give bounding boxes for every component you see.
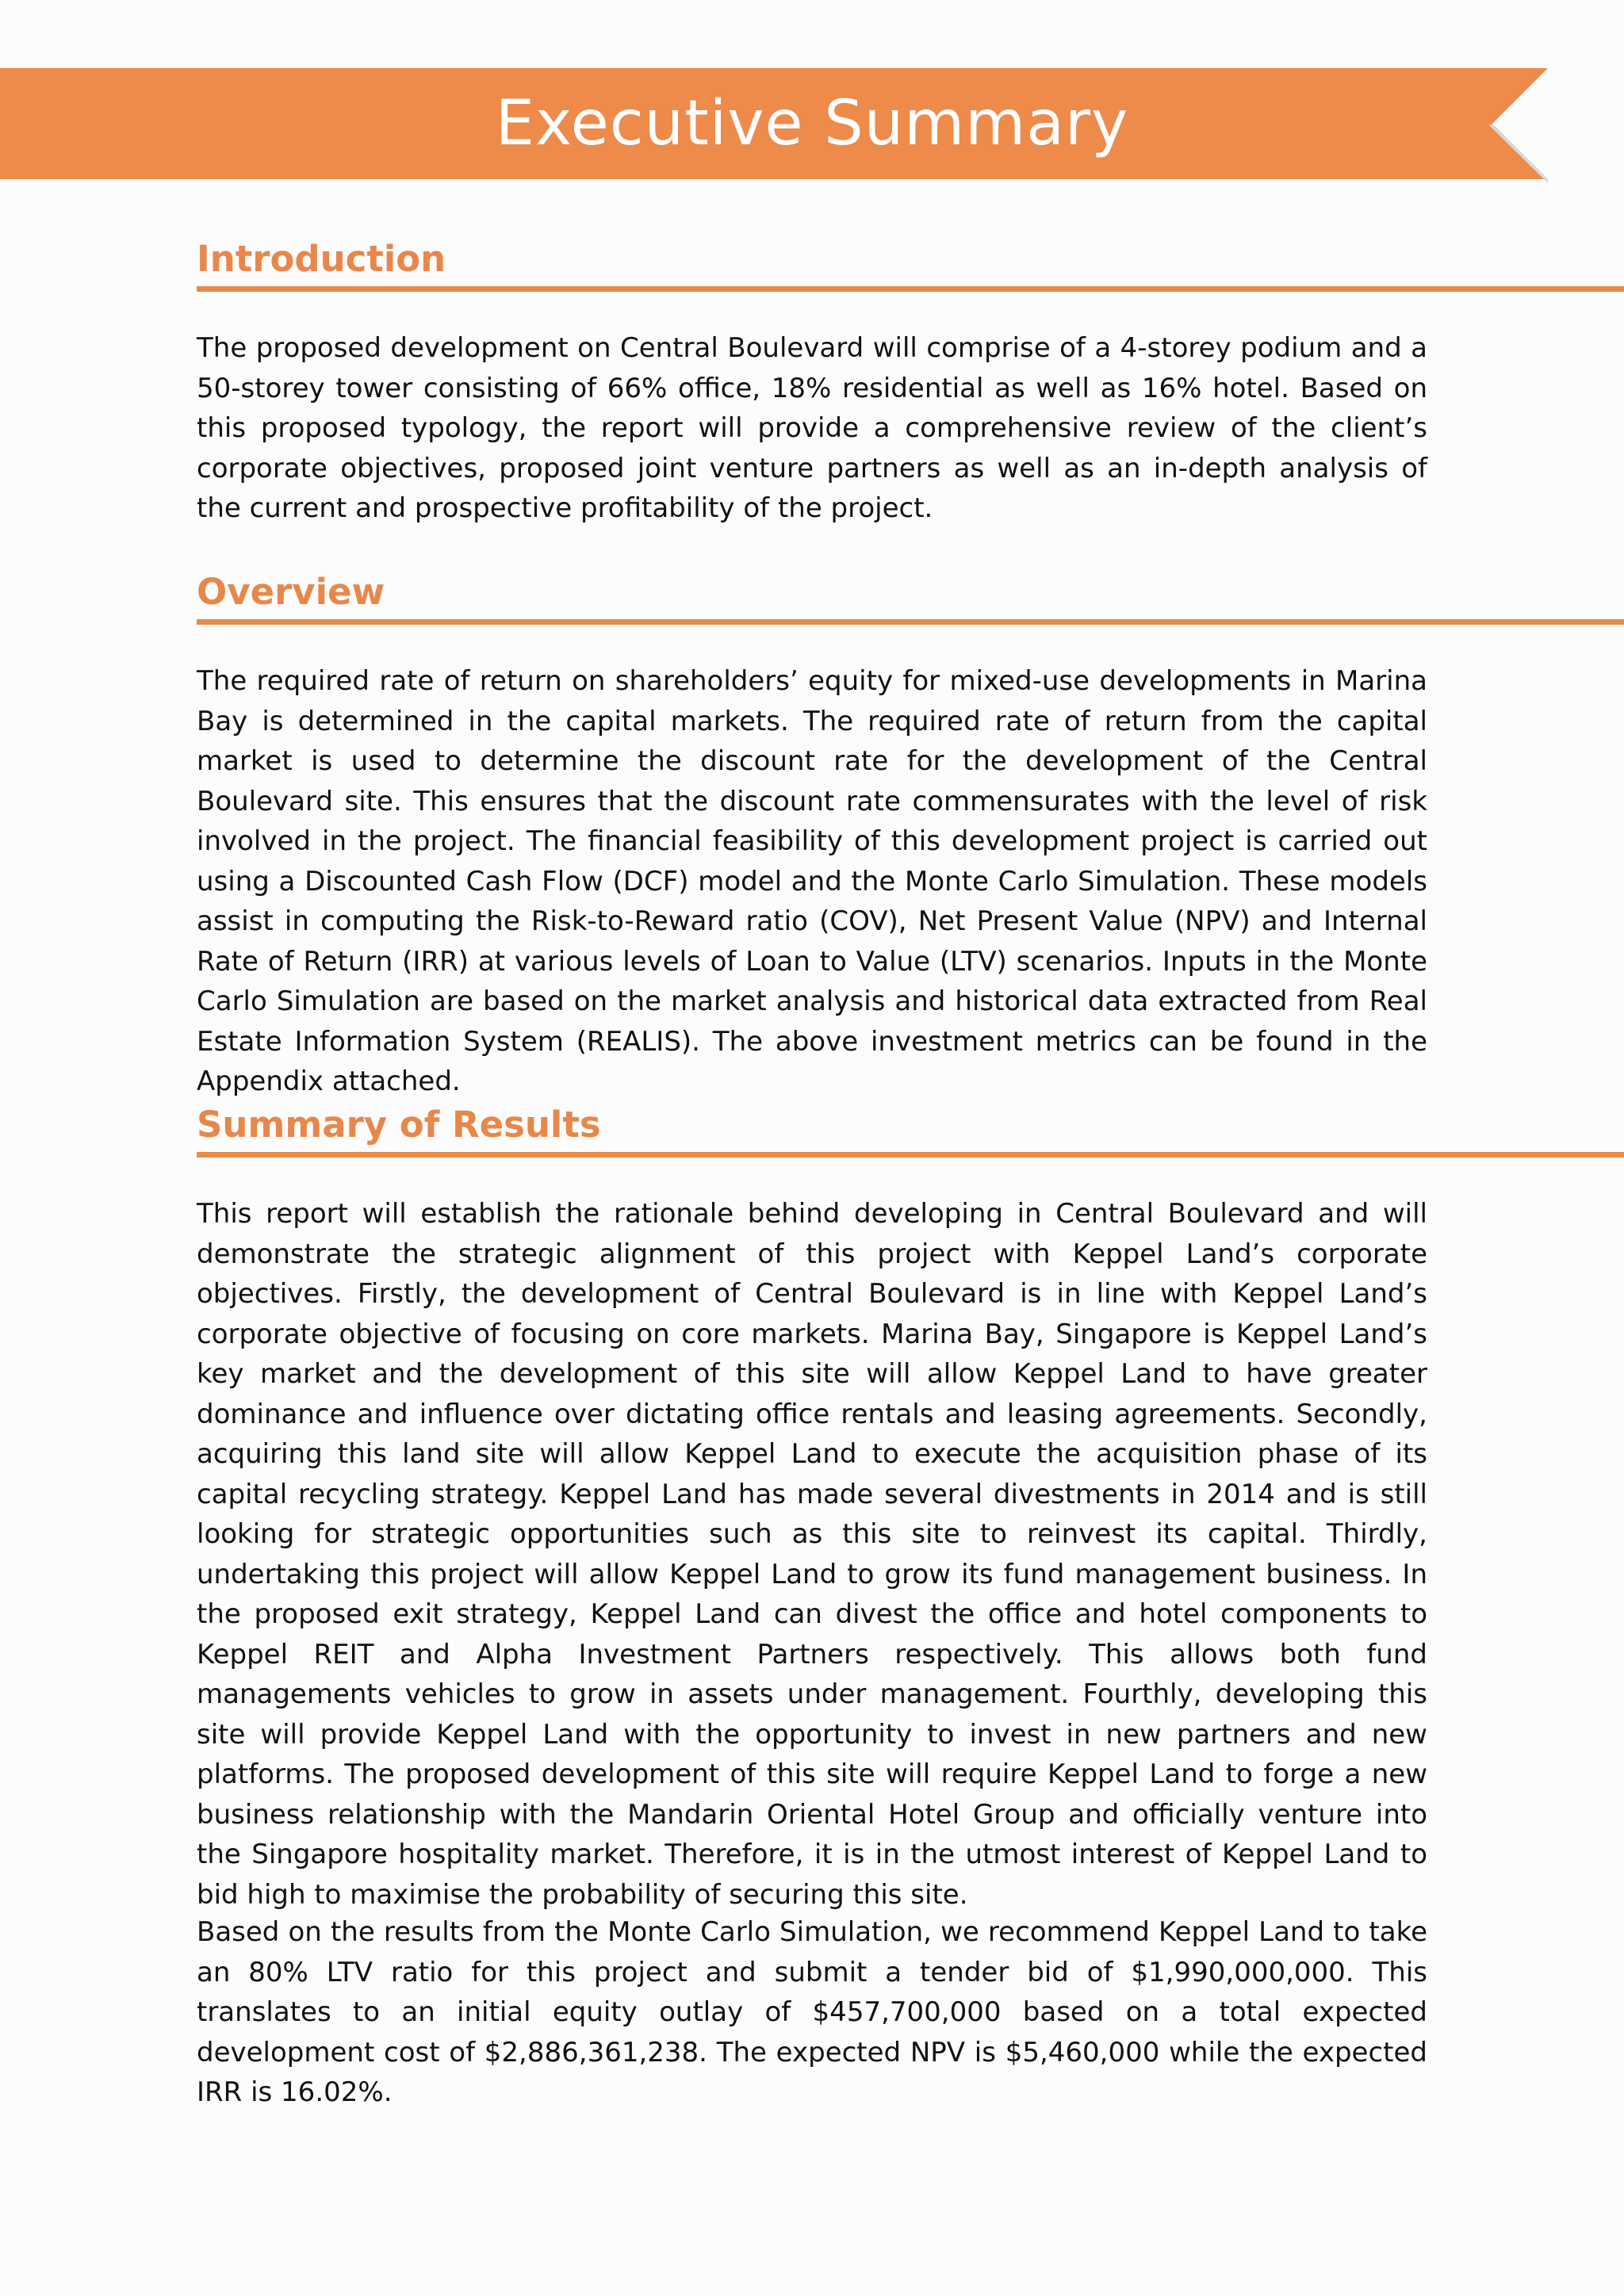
heading-rule xyxy=(197,619,1624,625)
section-overview xyxy=(197,571,1624,625)
introduction-paragraph: The proposed development on Central Boulevard will comprise of a 4-storey podium and a 50-storey tower consisting of 66% office, 18% residential as well as 16% hotel. Based on this proposed typology, the report will provide a comprehensive review of the client’s corporate objectives, proposed joint venture partners as well as an in-depth analysis of the current and prospective profitability of the project. xyxy=(197,332,1427,524)
overview-paragraph: The required rate of return on shareholders’ equity for mixed-use developments in Marina Bay is determined in the capital markets. The required rate of return from the capital market is used to determine the discount rate for the development of the Central Boulevard site. This ensures that the discount rate commensurates with the level of risk involved in the project. The financial feasibility of this development project is carried out using a Discounted Cash Flow (DCF) model and the Monte Carlo Simulation. These models assist in computing the Risk-to-Reward ratio (COV), Net Present Value (NPV) and Internal Rate of Return (IRR) at various levels of Loan to Value (LTV) scenarios. Inputs in the Monte Carlo Simulation are based on the market analysis and historical data extracted from Real Estate Information System (REALIS). The above investment metrics can be found in the Appendix attached. xyxy=(197,665,1427,1097)
heading-rule xyxy=(197,1152,1624,1158)
section-heading-introduction: Introduction xyxy=(197,238,446,280)
heading-rule xyxy=(197,286,1624,292)
page-title: Executive Summary xyxy=(495,88,1129,159)
section-heading-overview: Overview xyxy=(197,571,385,613)
section-heading-summary: Summary of Results xyxy=(197,1104,601,1146)
section-introduction xyxy=(197,238,1624,292)
summary-paragraph-2: Based on the results from the Monte Carlo Simulation, we recommend Keppel Land to take an 80% LTV ratio for this project and submit a tender bid of $1,990,000,000. This translates to an initial equity outlay of $457,700,000 based on a total expected development cost of $2,886,361,238. The expected NPV is $5,460,000 while the expected IRR is 16.02%. xyxy=(197,1916,1427,2108)
section-summary-of-results xyxy=(197,1104,1624,1158)
summary-paragraph-1: This report will establish the rationale behind developing in Central Boulevard and will demonstrate the strategic alignment of this project with Keppel Land’s corporate objectives. Firstly, the development of Central Boulevard is in line with Keppel Land’s corporate objective of focusing on core markets. Marina Bay, Singapore is Keppel Land’s key market and the development of this site will allow Keppel Land to have greater dominance and influence over dictating office rentals and leasing agreements. Secondly, acquiring this land site will allow Keppel Land to execute the acquisition phase of its capital recycling strategy. Keppel Land has made several divestments in 2014 and is still looking for strategic opportunities such as this site to reinvest its capital. Thirdly, undertaking this project will allow Keppel Land to grow its fund management business. In the proposed exit strategy, Keppel Land can divest the office and hotel components to Keppel REIT and Alpha Investment Partners respectively. This allows both fund managements vehicles to grow in assets under management. Fourthly, developing this site will provide Keppel Land with the opportunity to invest in new partners and new platforms. The proposed development of this site will require Keppel Land to forge a new business relationship with the Mandarin Oriental Hotel Group and officially venture into the Singapore hospitality market. Therefore, it is in the utmost interest of Keppel Land to bid high to maximise the probability of securing this site. xyxy=(197,1198,1427,1911)
